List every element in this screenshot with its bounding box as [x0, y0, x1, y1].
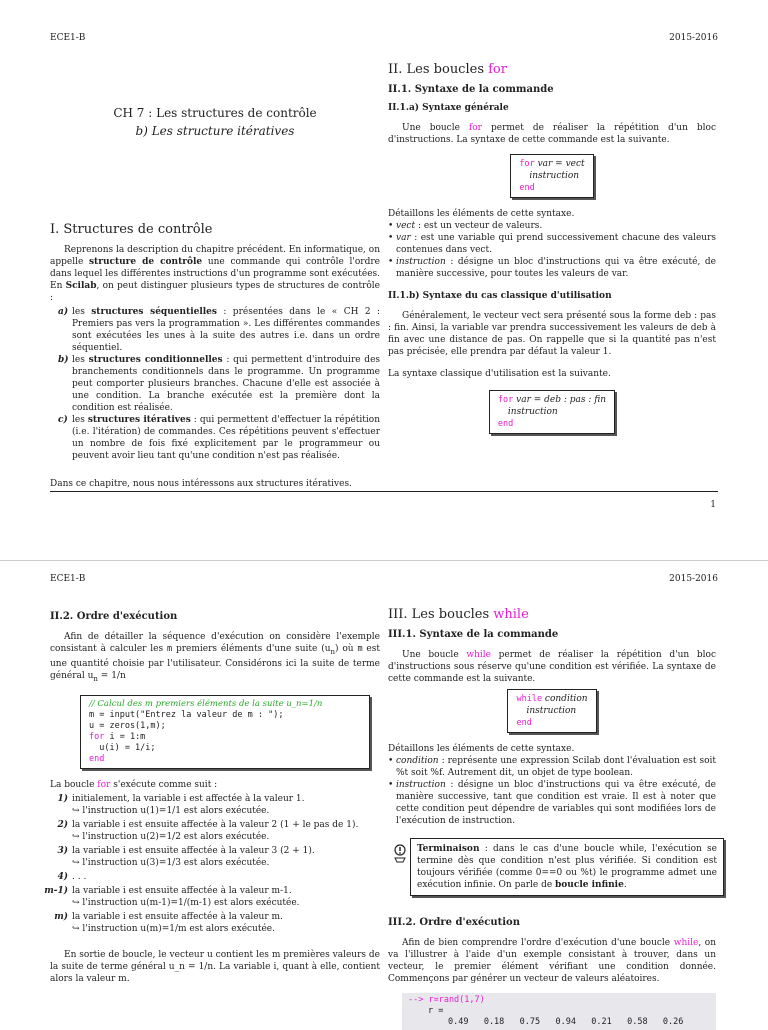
section-2-1b-title: II.1.b) Syntaxe du cas classique d'utilisation: [388, 291, 612, 301]
code-line: end: [89, 753, 105, 764]
step-item: m) la variable i est ensuite affectée à la valeur m. ↪ l'instruction u(m)=1/m est alors exécutée.: [54, 911, 283, 934]
warning-icon: [392, 843, 408, 863]
list-item: b) les structures conditionnelles : qui permettent d'introduire des branchements conditionnels dans le programme. Un programme peut comporter plusieurs branches. Chacune d'elle est associée à une condition. La branche exécutée est la première dont la condition est réalisée.: [58, 355, 381, 413]
console-line: 0.49 0.18 0.75 0.94 0.21 0.58 0.26: [448, 1017, 684, 1027]
chapter-title: CH 7 : Les structures de contrôle: [113, 106, 317, 120]
syntax-box-for-classic: for var = deb : pas : fin instruction end: [489, 390, 615, 434]
section-2-2-text: Afin de détailler la séquence d'exécution on considère l'exemple consistant à calculer les m premiers éléments d'une suite $(u_n)$ où m est une quantité choisie par l'utilisateur. Considérons ici la suite de terme général $u_n = 1/n$: [50, 632, 380, 683]
section-3-2-title: III.2. Ordre d'exécution: [388, 917, 520, 928]
section-3-1-title: III.1. Syntaxe de la commande: [388, 629, 559, 640]
console-line: --> r=rand(1,7): [408, 995, 485, 1005]
section-2-title: II. Les boucles for: [388, 62, 507, 77]
section-1-outro: Dans ce chapitre, nous nous intéressons aux structures itératives.: [50, 479, 352, 489]
section-3-2-text: Afin de bien comprendre l'ordre d'exécution d'une boucle while, on va l'illustrer à l'aide d'un exemple consistant à trouver, dans un vecteur, le premier élément vérifiant une condition donnée. Commençons par générer un vecteur de valeurs aléatoires.: [388, 938, 717, 984]
section-2-1b-text2: La syntaxe classique d'utilisation est la suivante.: [388, 369, 611, 379]
syntax-box-for-wrap: [388, 154, 716, 198]
section-1-intro: Reprenons la description du chapitre précédent. En informatique, on appelle structure de contrôle une commande qui contrôle l'ordre dans lequel les différentes instructions d'un programme sont exécutées. En Scilab, on peut distinguer plusieurs types de structures de contrôle :: [50, 245, 381, 303]
list-item: • var : est une variable qui prend successivement chacune des valeurs contenues dans vect.: [396, 232, 716, 256]
section-1: [50, 224, 380, 490]
page-2: [0, 560, 768, 1025]
list-item: c) les structures itératives : qui permettent d'effectuer la répétition (i.e. l'itération) de commandes. Ces répétitions peuvent s'effectuer un nombre de fois fixé explicitement par le programmeur ou peuvent avoir lieu tant qu'une condition n'est pas réalisée.: [58, 415, 380, 461]
section-2-2: [44, 611, 380, 985]
section-2-2-outro: En sortie de boucle, le vecteur u contient les m premières valeurs de la suite de terme général u_n = 1/n. La variable i, quant à elle, contient alors la valeur m.: [50, 949, 380, 984]
section-3-1-text: Une boucle while permet de réaliser la répétition d'un bloc d'instructions sous réserve qu'une condition est vérifiée. La syntaxe de cette commande est la suivante.: [388, 650, 716, 684]
syntax-box-for: for var = vect instruction end: [510, 154, 593, 198]
header-year: 2015-2016: [669, 574, 718, 584]
code-comment: // Calcul des m premiers éléments de la suite u_n=1/n: [89, 698, 323, 709]
list-item: • instruction : désigne un bloc d'instructions qui va être exécuté, de manière successive, pour toutes les valeurs de var.: [396, 256, 716, 280]
chapter-title-block: [100, 104, 330, 140]
header-class: ECE1-B: [50, 33, 86, 43]
syntax-box-while: while condition instruction end: [507, 689, 596, 733]
header-year: 2015-2016: [669, 33, 718, 43]
console-output: [402, 993, 716, 1030]
syntax-detail-list: [388, 220, 716, 280]
page-header: [50, 574, 718, 584]
section-2-2-title: II.2. Ordre d'exécution: [50, 611, 178, 622]
page-number: 1: [710, 500, 716, 510]
list-item: • instruction : désigne un bloc d'instructions qui va être exécuté, de manière successive, tant que condition est vraie. Il est à noter que cette condition peut dépendre de variables qui sont modifiées lors de l'exécution de instruction.: [396, 779, 716, 827]
code-line: for i = 1:m: [89, 731, 146, 742]
chapter-subtitle: b) Les structure itératives: [135, 124, 295, 138]
section-2-1a-title: II.1.a) Syntaxe générale: [388, 103, 509, 113]
step-item: 1) initialement, la variable i est affectée à la valeur 1. ↪ l'instruction u(1)=1/1 est alors exécutée.: [57, 793, 305, 816]
section-3-title: III. Les boucles while: [388, 607, 529, 622]
page-header: [50, 33, 718, 43]
syntax-box-while-wrap: [388, 689, 716, 733]
section-3: [388, 609, 716, 827]
step-item: 4) . . .: [57, 871, 87, 882]
termination-note: Terminaison : dans le cas d'une boucle while, l'exécution se termine dès que condition n'est plus vérifiée. Si condition est toujours vérifiée (comme 0==0 ou %t) le programme admet une exécution infinie. On parle de boucle infinie.: [410, 838, 724, 896]
list-item: • condition : représente une expression Scilab dont l'évaluation est soit %t soit %f. Autrement dit, un objet de type boolean.: [396, 755, 716, 779]
loop-intro: La boucle for s'exécute comme suit :: [50, 779, 218, 790]
header-class: ECE1-B: [50, 574, 86, 584]
code-line: m = input("Entrez la valeur de m : ");: [89, 709, 284, 720]
section-2-1a-text: Une boucle for permet de réaliser la répétition d'un bloc d'instructions. La syntaxe de cette commande est la suivante.: [388, 123, 716, 145]
code-example-for: [80, 695, 370, 769]
execution-steps: [44, 793, 380, 935]
step-item: 3) la variable i est ensuite affectée à la valeur 3 (2 + 1). ↪ l'instruction u(3)=1/3 est alors exécutée.: [57, 845, 315, 868]
code-line: u(i) = 1/i;: [89, 742, 156, 753]
code-line: u = zeros(1,m);: [89, 720, 166, 731]
syntax-detail-list: [388, 755, 716, 827]
detail-intro: Détaillons les éléments de cette syntaxe.: [388, 209, 575, 219]
detail-intro: Détaillons les éléments de cette syntaxe.: [388, 744, 575, 754]
syntax-box-for-classic-wrap: [388, 390, 716, 434]
section-3-2: [388, 917, 716, 1030]
control-structure-list: [50, 306, 380, 462]
console-line: r =: [428, 1006, 444, 1016]
page-rule: [50, 491, 718, 492]
step-item: 2) la variable i est ensuite affectée à la valeur 2 (1 + le pas de 1). ↪ l'instruction u(2)=1/2 est alors exécutée.: [57, 819, 359, 842]
list-item: a) les structures séquentielles : présentées dans le « CH 2 : Premiers pas vers la programmation ». Les différentes commandes sont exécutées les unes à la suite des autres i.e. dans un ordre séquentiel.: [58, 307, 380, 353]
step-item: m-1) la variable i est ensuite affectée à la valeur m-1. ↪ l'instruction u(m-1)=1/(m-1) est alors exécutée.: [44, 885, 300, 908]
section-2-1b-text: Généralement, le vecteur vect sera présenté sous la forme deb : pas : fin. Ainsi, la variable var prendra successivement les valeurs de deb à fin avec une distance de pas. On rappelle que si la quantité pas n'est pas précisée, elle prendra par défaut la valeur 1.: [388, 311, 716, 357]
section-2-1-title: II.1. Syntaxe de la commande: [388, 84, 554, 95]
section-2: [388, 64, 716, 434]
section-1-title: I. Structures de contrôle: [50, 222, 213, 237]
list-item: • vect : est un vecteur de valeurs.: [396, 220, 716, 232]
